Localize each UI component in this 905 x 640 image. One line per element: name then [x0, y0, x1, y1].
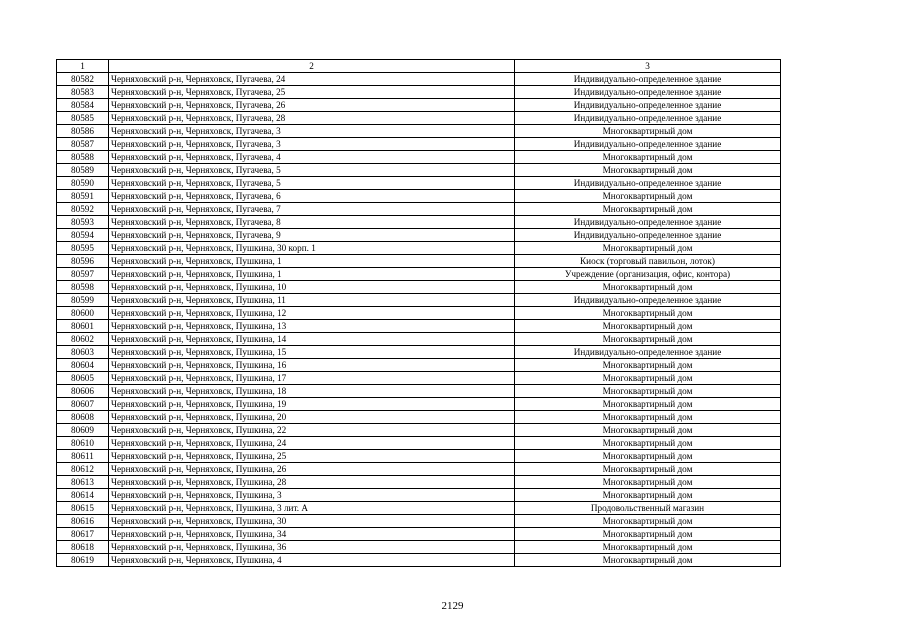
object-type-cell: Многоквартирный дом	[515, 281, 781, 294]
address-cell: Черняховский р-н, Черняховск, Пугачева, 26	[109, 99, 515, 112]
table-row	[57, 255, 781, 268]
table-row	[57, 73, 781, 86]
row-id-cell: 80617	[57, 528, 109, 541]
table-body	[57, 73, 781, 567]
address-cell: Черняховский р-н, Черняховск, Пушкина, 34	[109, 528, 515, 541]
object-type-cell: Многоквартирный дом	[515, 424, 781, 437]
table-row	[57, 268, 781, 281]
row-id-cell: 80583	[57, 86, 109, 99]
object-type-cell: Многоквартирный дом	[515, 190, 781, 203]
address-cell: Черняховский р-н, Черняховск, Пушкина, 17	[109, 372, 515, 385]
table-row	[57, 125, 781, 138]
table-row	[57, 320, 781, 333]
object-type-cell: Многоквартирный дом	[515, 164, 781, 177]
object-type-cell: Индивидуально-определенное здание	[515, 229, 781, 242]
address-cell: Черняховский р-н, Черняховск, Пушкина, 3	[109, 489, 515, 502]
object-type-cell: Индивидуально-определенное здание	[515, 99, 781, 112]
object-type-cell: Индивидуально-определенное здание	[515, 138, 781, 151]
table-row	[57, 541, 781, 554]
object-type-cell: Индивидуально-определенное здание	[515, 177, 781, 190]
row-id-cell: 80597	[57, 268, 109, 281]
row-id-cell: 80608	[57, 411, 109, 424]
column-header-3: 3	[515, 60, 781, 73]
row-id-cell: 80591	[57, 190, 109, 203]
row-id-cell: 80612	[57, 463, 109, 476]
object-type-cell: Многоквартирный дом	[515, 515, 781, 528]
table-row	[57, 515, 781, 528]
object-type-cell: Многоквартирный дом	[515, 372, 781, 385]
row-id-cell: 80616	[57, 515, 109, 528]
row-id-cell: 80599	[57, 294, 109, 307]
table-row	[57, 190, 781, 203]
object-type-cell: Многоквартирный дом	[515, 307, 781, 320]
row-id-cell: 80585	[57, 112, 109, 125]
row-id-cell: 80588	[57, 151, 109, 164]
table-row	[57, 294, 781, 307]
address-cell: Черняховский р-н, Черняховск, Пугачева, 28	[109, 112, 515, 125]
row-id-cell: 80587	[57, 138, 109, 151]
object-type-cell: Индивидуально-определенное здание	[515, 112, 781, 125]
row-id-cell: 80594	[57, 229, 109, 242]
object-type-cell: Индивидуально-определенное здание	[515, 216, 781, 229]
row-id-cell: 80613	[57, 476, 109, 489]
table-row	[57, 476, 781, 489]
object-type-cell: Многоквартирный дом	[515, 203, 781, 216]
object-type-cell: Многоквартирный дом	[515, 541, 781, 554]
address-cell: Черняховский р-н, Черняховск, Пугачева, 5	[109, 177, 515, 190]
row-id-cell: 80615	[57, 502, 109, 515]
table-row	[57, 99, 781, 112]
column-header-2: 2	[109, 60, 515, 73]
object-type-cell: Индивидуально-определенное здание	[515, 73, 781, 86]
table-row	[57, 229, 781, 242]
row-id-cell: 80604	[57, 359, 109, 372]
object-type-cell: Многоквартирный дом	[515, 554, 781, 567]
address-cell: Черняховский р-н, Черняховск, Пушкина, 1	[109, 255, 515, 268]
table-row	[57, 450, 781, 463]
address-cell: Черняховский р-н, Черняховск, Пушкина, 15	[109, 346, 515, 359]
table-row	[57, 463, 781, 476]
object-type-cell: Индивидуально-определенное здание	[515, 346, 781, 359]
object-type-cell: Многоквартирный дом	[515, 463, 781, 476]
table-row	[57, 86, 781, 99]
address-cell: Черняховский р-н, Черняховск, Пушкина, 16	[109, 359, 515, 372]
object-type-cell: Продовольственный магазин	[515, 502, 781, 515]
row-id-cell: 80592	[57, 203, 109, 216]
address-cell: Черняховский р-н, Черняховск, Пушкина, 30	[109, 515, 515, 528]
address-cell: Черняховский р-н, Черняховск, Пугачева, 5	[109, 164, 515, 177]
row-id-cell: 80609	[57, 424, 109, 437]
row-id-cell: 80606	[57, 385, 109, 398]
table-row	[57, 411, 781, 424]
address-cell: Черняховский р-н, Черняховск, Пугачева, 3	[109, 125, 515, 138]
address-cell: Черняховский р-н, Черняховск, Пушкина, 36	[109, 541, 515, 554]
object-type-cell: Многоквартирный дом	[515, 333, 781, 346]
address-cell: Черняховский р-н, Черняховск, Пушкина, 4	[109, 554, 515, 567]
object-type-cell: Многоквартирный дом	[515, 476, 781, 489]
table-row	[57, 437, 781, 450]
row-id-cell: 80582	[57, 73, 109, 86]
object-type-cell: Киоск (торговый павильон, лоток)	[515, 255, 781, 268]
table-row	[57, 177, 781, 190]
address-cell: Черняховский р-н, Черняховск, Пушкина, 19	[109, 398, 515, 411]
object-type-cell: Многоквартирный дом	[515, 320, 781, 333]
object-type-cell: Многоквартирный дом	[515, 151, 781, 164]
address-cell: Черняховский р-н, Черняховск, Пугачева, 3	[109, 138, 515, 151]
page-number: 2129	[441, 600, 464, 612]
row-id-cell: 80584	[57, 99, 109, 112]
object-type-cell: Многоквартирный дом	[515, 242, 781, 255]
table-row	[57, 489, 781, 502]
table-row	[57, 359, 781, 372]
address-cell: Черняховский р-н, Черняховск, Пушкина, 26	[109, 463, 515, 476]
address-cell: Черняховский р-н, Черняховск, Пушкина, 20	[109, 411, 515, 424]
address-cell: Черняховский р-н, Черняховск, Пушкина, 13	[109, 320, 515, 333]
address-cell: Черняховский р-н, Черняховск, Пушкина, 24	[109, 437, 515, 450]
table-header-row	[57, 60, 781, 73]
table-row	[57, 385, 781, 398]
row-id-cell: 80605	[57, 372, 109, 385]
row-id-cell: 80601	[57, 320, 109, 333]
row-id-cell: 80586	[57, 125, 109, 138]
table-row	[57, 424, 781, 437]
row-id-cell: 80602	[57, 333, 109, 346]
table-row	[57, 502, 781, 515]
row-id-cell: 80618	[57, 541, 109, 554]
row-id-cell: 80598	[57, 281, 109, 294]
address-cell: Черняховский р-н, Черняховск, Пушкина, 22	[109, 424, 515, 437]
row-id-cell: 80607	[57, 398, 109, 411]
table-row	[57, 138, 781, 151]
row-id-cell: 80593	[57, 216, 109, 229]
address-cell: Черняховский р-н, Черняховск, Пушкина, 1	[109, 268, 515, 281]
address-cell: Черняховский р-н, Черняховск, Пугачева, 25	[109, 86, 515, 99]
table-row	[57, 346, 781, 359]
object-type-cell: Многоквартирный дом	[515, 385, 781, 398]
address-cell: Черняховский р-н, Черняховск, Пушкина, 11	[109, 294, 515, 307]
address-cell: Черняховский р-н, Черняховск, Пушкина, 30 корп. 1	[109, 242, 515, 255]
table-row	[57, 554, 781, 567]
address-cell: Черняховский р-н, Черняховск, Пушкина, 10	[109, 281, 515, 294]
row-id-cell: 80611	[57, 450, 109, 463]
table-row	[57, 372, 781, 385]
row-id-cell: 80610	[57, 437, 109, 450]
object-type-cell: Многоквартирный дом	[515, 125, 781, 138]
address-cell: Черняховский р-н, Черняховск, Пугачева, 8	[109, 216, 515, 229]
address-cell: Черняховский р-н, Черняховск, Пушкина, 14	[109, 333, 515, 346]
row-id-cell: 80614	[57, 489, 109, 502]
table-row	[57, 281, 781, 294]
object-type-cell: Многоквартирный дом	[515, 437, 781, 450]
address-cell: Черняховский р-н, Черняховск, Пугачева, 7	[109, 203, 515, 216]
table-row	[57, 398, 781, 411]
row-id-cell: 80590	[57, 177, 109, 190]
object-type-cell: Многоквартирный дом	[515, 398, 781, 411]
table-row	[57, 307, 781, 320]
column-header-1: 1	[57, 60, 109, 73]
table-row	[57, 242, 781, 255]
row-id-cell: 80596	[57, 255, 109, 268]
row-id-cell: 80600	[57, 307, 109, 320]
table-row	[57, 151, 781, 164]
object-type-cell: Индивидуально-определенное здание	[515, 86, 781, 99]
table-row	[57, 333, 781, 346]
table-row	[57, 203, 781, 216]
row-id-cell: 80595	[57, 242, 109, 255]
object-type-cell: Многоквартирный дом	[515, 489, 781, 502]
object-type-cell: Индивидуально-определенное здание	[515, 294, 781, 307]
address-cell: Черняховский р-н, Черняховск, Пугачева, 9	[109, 229, 515, 242]
address-cell: Черняховский р-н, Черняховск, Пушкина, 18	[109, 385, 515, 398]
address-cell: Черняховский р-н, Черняховск, Пушкина, 28	[109, 476, 515, 489]
row-id-cell: 80619	[57, 554, 109, 567]
address-cell: Черняховский р-н, Черняховск, Пушкина, 12	[109, 307, 515, 320]
address-cell: Черняховский р-н, Черняховск, Пушкина, 25	[109, 450, 515, 463]
object-type-cell: Многоквартирный дом	[515, 411, 781, 424]
address-cell: Черняховский р-н, Черняховск, Пугачева, 6	[109, 190, 515, 203]
address-cell: Черняховский р-н, Черняховск, Пугачева, 4	[109, 151, 515, 164]
object-type-cell: Учреждение (организация, офис, контора)	[515, 268, 781, 281]
object-type-cell: Многоквартирный дом	[515, 450, 781, 463]
object-type-cell: Многоквартирный дом	[515, 359, 781, 372]
object-type-cell: Многоквартирный дом	[515, 528, 781, 541]
table-row	[57, 528, 781, 541]
row-id-cell: 80589	[57, 164, 109, 177]
row-id-cell: 80603	[57, 346, 109, 359]
table-row	[57, 164, 781, 177]
address-cell: Черняховский р-н, Черняховск, Пушкина, 3 лит. А	[109, 502, 515, 515]
register-table	[56, 59, 781, 567]
table-row	[57, 112, 781, 125]
address-cell: Черняховский р-н, Черняховск, Пугачева, 24	[109, 73, 515, 86]
table-row	[57, 216, 781, 229]
